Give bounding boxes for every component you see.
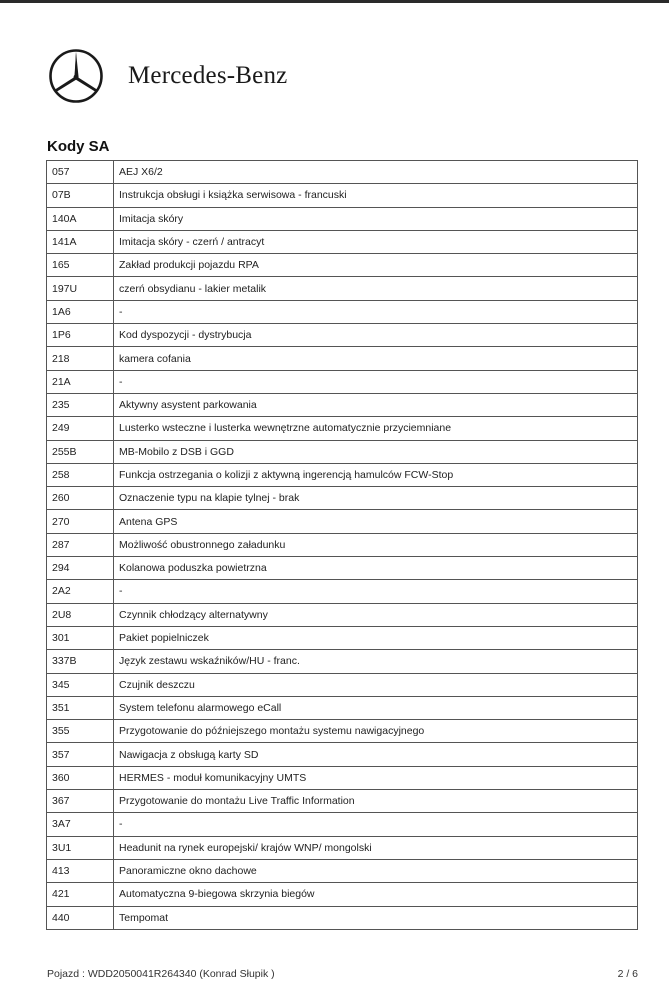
sa-description-cell: Pakiet popielniczek [114, 626, 638, 649]
sa-description-cell: Funkcja ostrzegania o kolizji z aktywną ingerencją hamulców FCW-Stop [114, 463, 638, 486]
table-row [47, 603, 638, 626]
table-row [47, 650, 638, 673]
sa-code-cell: 287 [47, 533, 114, 556]
sa-code-cell: 1P6 [47, 324, 114, 347]
table-row [47, 580, 638, 603]
sa-code-cell: 235 [47, 393, 114, 416]
table-row [47, 487, 638, 510]
sa-description-cell: Czujnik deszczu [114, 673, 638, 696]
sa-code-cell: 351 [47, 696, 114, 719]
sa-description-cell: Automatyczna 9-biegowa skrzynia biegów [114, 883, 638, 906]
sa-description-cell: Headunit na rynek europejski/ krajów WNP/ mongolski [114, 836, 638, 859]
section-title: Kody SA [47, 138, 110, 155]
sa-description-cell: czerń obsydianu - lakier metalik [114, 277, 638, 300]
sa-description-cell: - [114, 580, 638, 603]
sa-code-cell: 249 [47, 417, 114, 440]
sa-description-cell: Nawigacja z obsługą karty SD [114, 743, 638, 766]
sa-code-cell: 260 [47, 487, 114, 510]
brand-name: Mercedes-Benz [128, 62, 288, 89]
sa-code-cell: 3A7 [47, 813, 114, 836]
sa-code-cell: 165 [47, 254, 114, 277]
sa-code-cell: 357 [47, 743, 114, 766]
table-row [47, 393, 638, 416]
sa-description-cell: kamera cofania [114, 347, 638, 370]
sa-code-cell: 413 [47, 859, 114, 882]
table-row [47, 836, 638, 859]
sa-description-cell: Przygotowanie do późniejszego montażu systemu nawigacyjnego [114, 720, 638, 743]
table-row [47, 766, 638, 789]
sa-description-cell: Język zestawu wskaźników/HU - franc. [114, 650, 638, 673]
sa-code-cell: 197U [47, 277, 114, 300]
table-row [47, 557, 638, 580]
table-row [47, 859, 638, 882]
sa-code-cell: 337B [47, 650, 114, 673]
table-row [47, 813, 638, 836]
sa-code-cell: 360 [47, 766, 114, 789]
table-row [47, 370, 638, 393]
sa-description-cell: HERMES - moduł komunikacyjny UMTS [114, 766, 638, 789]
sa-description-cell: Antena GPS [114, 510, 638, 533]
sa-code-cell: 218 [47, 347, 114, 370]
sa-code-cell: 140A [47, 207, 114, 230]
table-row [47, 324, 638, 347]
sa-description-cell: Instrukcja obsługi i książka serwisowa - francuski [114, 184, 638, 207]
table-row [47, 184, 638, 207]
sa-code-cell: 141A [47, 230, 114, 253]
sa-description-cell: Tempomat [114, 906, 638, 929]
sa-description-cell: Kolanowa poduszka powietrzna [114, 557, 638, 580]
footer-vehicle-info: Pojazd : WDD2050041R264340 (Konrad Słupik ) [47, 968, 275, 980]
sa-description-cell: Panoramiczne okno dachowe [114, 859, 638, 882]
table-row [47, 883, 638, 906]
sa-code-cell: 2U8 [47, 603, 114, 626]
sa-description-cell: MB-Mobilo z DSB i GGD [114, 440, 638, 463]
table-row [47, 533, 638, 556]
table-row [47, 696, 638, 719]
sa-description-cell: System telefonu alarmowego eCall [114, 696, 638, 719]
table-row [47, 277, 638, 300]
table-row [47, 720, 638, 743]
sa-code-cell: 345 [47, 673, 114, 696]
table-row [47, 254, 638, 277]
top-border [0, 0, 669, 3]
sa-description-cell: Czynnik chłodzący alternatywny [114, 603, 638, 626]
table-row [47, 790, 638, 813]
sa-description-cell: - [114, 370, 638, 393]
sa-code-cell: 07B [47, 184, 114, 207]
sa-code-cell: 1A6 [47, 300, 114, 323]
brand-header [48, 46, 287, 106]
table-row [47, 347, 638, 370]
sa-code-cell: 421 [47, 883, 114, 906]
sa-code-cell: 440 [47, 906, 114, 929]
sa-description-cell: Aktywny asystent parkowania [114, 393, 638, 416]
sa-code-cell: 355 [47, 720, 114, 743]
sa-description-cell: Imitacja skóry [114, 207, 638, 230]
sa-codes-table-body [47, 161, 638, 930]
sa-code-cell: 3U1 [47, 836, 114, 859]
sa-code-cell: 2A2 [47, 580, 114, 603]
table-row [47, 906, 638, 929]
sa-description-cell: Możliwość obustronnego załadunku [114, 533, 638, 556]
sa-description-cell: Imitacja skóry - czerń / antracyt [114, 230, 638, 253]
table-row [47, 161, 638, 184]
table-row [47, 743, 638, 766]
sa-code-cell: 21A [47, 370, 114, 393]
table-row [47, 510, 638, 533]
footer-page-number: 2 / 6 [617, 968, 638, 980]
sa-code-cell: 301 [47, 626, 114, 649]
sa-description-cell: - [114, 813, 638, 836]
sa-description-cell: Przygotowanie do montażu Live Traffic Information [114, 790, 638, 813]
sa-description-cell: AEJ X6/2 [114, 161, 638, 184]
table-row [47, 207, 638, 230]
sa-code-cell: 294 [47, 557, 114, 580]
sa-description-cell: Oznaczenie typu na klapie tylnej - brak [114, 487, 638, 510]
sa-description-cell: Lusterko wsteczne i lusterka wewnętrzne automatycznie przyciemniane [114, 417, 638, 440]
sa-description-cell: Kod dyspozycji - dystrybucja [114, 324, 638, 347]
table-row [47, 230, 638, 253]
sa-code-cell: 258 [47, 463, 114, 486]
sa-description-cell: - [114, 300, 638, 323]
sa-code-cell: 255B [47, 440, 114, 463]
sa-code-cell: 367 [47, 790, 114, 813]
table-row [47, 673, 638, 696]
table-row [47, 300, 638, 323]
table-row [47, 417, 638, 440]
table-row [47, 626, 638, 649]
mercedes-star-icon [48, 48, 104, 104]
sa-code-cell: 270 [47, 510, 114, 533]
table-row [47, 440, 638, 463]
sa-description-cell: Zakład produkcji pojazdu RPA [114, 254, 638, 277]
sa-code-cell: 057 [47, 161, 114, 184]
table-row [47, 463, 638, 486]
sa-codes-table [46, 160, 638, 930]
